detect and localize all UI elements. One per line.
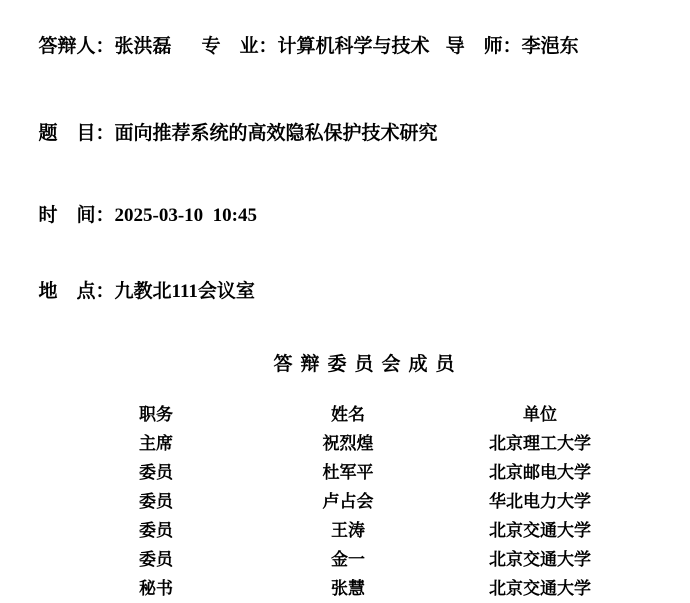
defender-label: 答辩人： xyxy=(38,36,115,57)
defender-line xyxy=(10,12,690,81)
title-line xyxy=(10,99,690,168)
location-label: 地 点： xyxy=(38,281,115,302)
time-line xyxy=(10,181,690,250)
member-role: 委员 xyxy=(139,521,173,540)
member-affiliation: 华北电力大学 xyxy=(489,492,591,511)
table-row xyxy=(60,574,636,603)
table-row xyxy=(60,516,636,545)
table-row xyxy=(60,487,636,516)
member-affiliation: 北京邮电大学 xyxy=(489,463,591,482)
column-header-name: 姓名 xyxy=(331,405,365,424)
table-row xyxy=(60,429,636,458)
committee-table xyxy=(60,400,636,603)
defender-name: 张洪磊 xyxy=(114,36,172,57)
member-role: 委员 xyxy=(139,463,173,482)
member-name: 金一 xyxy=(331,550,365,569)
member-name: 祝烈煌 xyxy=(322,434,374,453)
member-name: 张慧 xyxy=(331,579,365,598)
member-name: 卢占会 xyxy=(322,492,374,511)
column-header-role: 职务 xyxy=(139,405,173,424)
major-segment xyxy=(202,35,430,58)
major-value: 计算机科学与技术 xyxy=(277,36,430,57)
table-row xyxy=(60,458,636,487)
member-role: 委员 xyxy=(139,492,173,511)
thesis-title: 面向推荐系统的高效隐私保护技术研究 xyxy=(114,123,438,144)
member-name: 杜军平 xyxy=(322,463,374,482)
member-role: 主席 xyxy=(139,434,173,453)
title-label: 题 目： xyxy=(38,123,115,144)
table-row xyxy=(60,545,636,574)
location-line xyxy=(10,257,690,326)
member-affiliation: 北京交通大学 xyxy=(489,550,591,569)
member-role: 委员 xyxy=(139,550,173,569)
member-affiliation: 北京交通大学 xyxy=(489,579,591,598)
member-affiliation: 北京交通大学 xyxy=(489,521,591,540)
advisor-segment xyxy=(446,35,579,58)
advisor-label: 导 师： xyxy=(445,36,522,57)
committee-heading: 答辩委员会成员 xyxy=(273,354,463,375)
table-header-row xyxy=(60,400,636,429)
column-header-affiliation: 单位 xyxy=(523,405,557,424)
defender-segment xyxy=(39,35,172,58)
time-value: 2025-03-10 10:45 xyxy=(114,205,257,226)
time-label: 时 间： xyxy=(38,205,115,226)
member-name: 王涛 xyxy=(331,521,365,540)
location-value: 九教北111会议室 xyxy=(114,281,255,302)
advisor-name: 李浥东 xyxy=(521,36,579,57)
member-role: 秘书 xyxy=(139,579,173,598)
major-label: 专 业： xyxy=(201,36,278,57)
member-affiliation: 北京理工大学 xyxy=(489,434,591,453)
